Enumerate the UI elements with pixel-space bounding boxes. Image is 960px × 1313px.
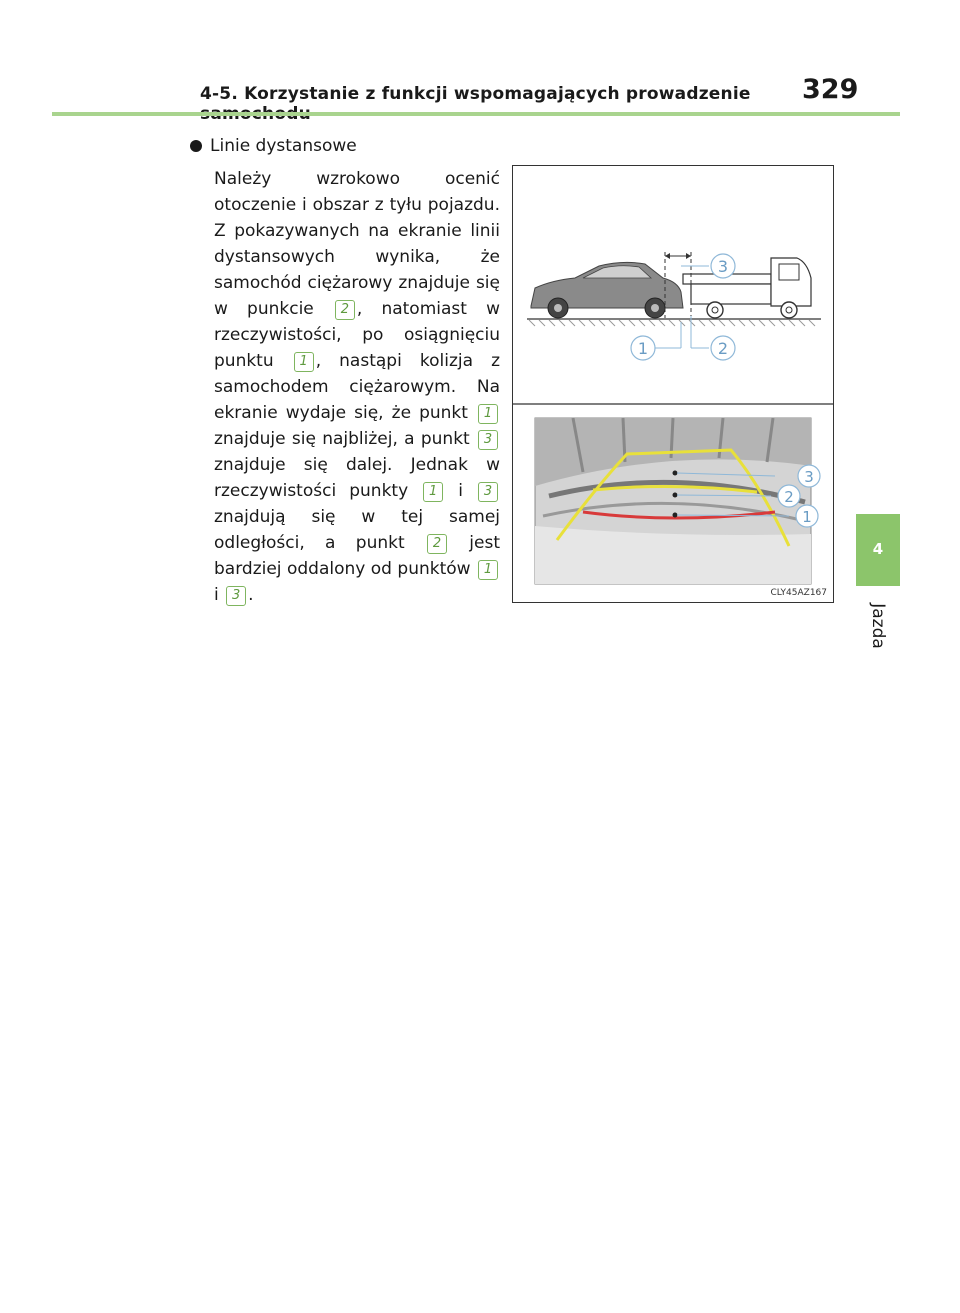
body-paragraph bbox=[214, 166, 500, 608]
body-text-segment: , natomiast w rzeczywistości, po osiągnięciu punktu bbox=[214, 299, 500, 371]
marker-2 bbox=[673, 493, 678, 498]
body-text-segment: jest bardziej oddalony od punktów bbox=[214, 533, 500, 579]
body-text-segment: znajduje się najbliżej, a punkt bbox=[214, 429, 476, 449]
bottom-label-2-text: 2 bbox=[784, 488, 794, 506]
section-heading: Linie dystansowe bbox=[210, 136, 357, 156]
chapter-tab bbox=[856, 514, 900, 586]
marker-1 bbox=[673, 513, 678, 518]
point-number-badge: 1 bbox=[294, 352, 314, 372]
ground-hatch bbox=[529, 320, 815, 326]
top-label-1 bbox=[631, 336, 655, 360]
body-text-segment: i bbox=[214, 585, 225, 605]
side-view bbox=[527, 252, 821, 360]
chapter-number: 4 bbox=[872, 540, 884, 558]
body-text-segment: znajduje się dalej. Jednak w rzeczywistości punkty bbox=[214, 455, 500, 501]
page-number: 329 bbox=[802, 74, 859, 105]
body-text-segment: znajdują się w tej samej odległości, a punkt bbox=[214, 507, 500, 553]
point-number-badge: 3 bbox=[478, 430, 498, 450]
bottom-label-1 bbox=[796, 505, 818, 527]
distance-lines-figure bbox=[512, 165, 834, 603]
point-number-badge: 3 bbox=[226, 586, 246, 606]
bottom-label-1-text: 1 bbox=[802, 508, 812, 526]
bottom-label-2 bbox=[778, 485, 800, 507]
figure-code: CLY45AZ167 bbox=[770, 588, 827, 598]
point-number-badge: 1 bbox=[478, 560, 498, 580]
top-label-3 bbox=[711, 254, 735, 278]
bottom-label-3-text: 3 bbox=[804, 468, 814, 486]
point-number-badge: 2 bbox=[335, 300, 355, 320]
top-label-2-text: 2 bbox=[717, 339, 729, 358]
body-text-segment: Należy wzrokowo ocenić otoczenie i obszar z tyłu pojazdu. Z pokazywanych na ekranie linii dystansowych wynika, że samochód ciężarowy znajduje się w punkcie bbox=[214, 169, 500, 319]
truck-window bbox=[779, 264, 799, 280]
point-number-badge: 1 bbox=[423, 482, 443, 502]
top-label-1-text: 1 bbox=[637, 339, 649, 358]
figure-illustration bbox=[513, 166, 833, 602]
truck-chassis bbox=[691, 284, 771, 304]
chapter-side-label bbox=[858, 596, 898, 656]
marker-3 bbox=[673, 471, 678, 476]
body-text-segment: i bbox=[445, 481, 476, 501]
bullet-icon bbox=[190, 140, 202, 152]
body-text-segment: , nastąpi kolizja z samochodem ciężarowym. Na ekranie wydaje się, że punkt bbox=[214, 351, 500, 423]
top-label-3-text: 3 bbox=[717, 257, 729, 276]
running-header: 4-5. Korzystanie z funkcji wspomagających prowadzenie bbox=[200, 84, 751, 104]
point-number-badge: 2 bbox=[427, 534, 447, 554]
header-divider bbox=[52, 112, 900, 116]
camera-view bbox=[535, 418, 820, 584]
bottom-label-3 bbox=[798, 465, 820, 487]
top-label-2 bbox=[711, 336, 735, 360]
point-number-badge: 1 bbox=[478, 404, 498, 424]
chapter-label-text: Jazda bbox=[868, 603, 888, 649]
body-text-segment: . bbox=[248, 585, 254, 605]
section-heading-row bbox=[190, 136, 357, 156]
point-number-badge: 3 bbox=[478, 482, 498, 502]
